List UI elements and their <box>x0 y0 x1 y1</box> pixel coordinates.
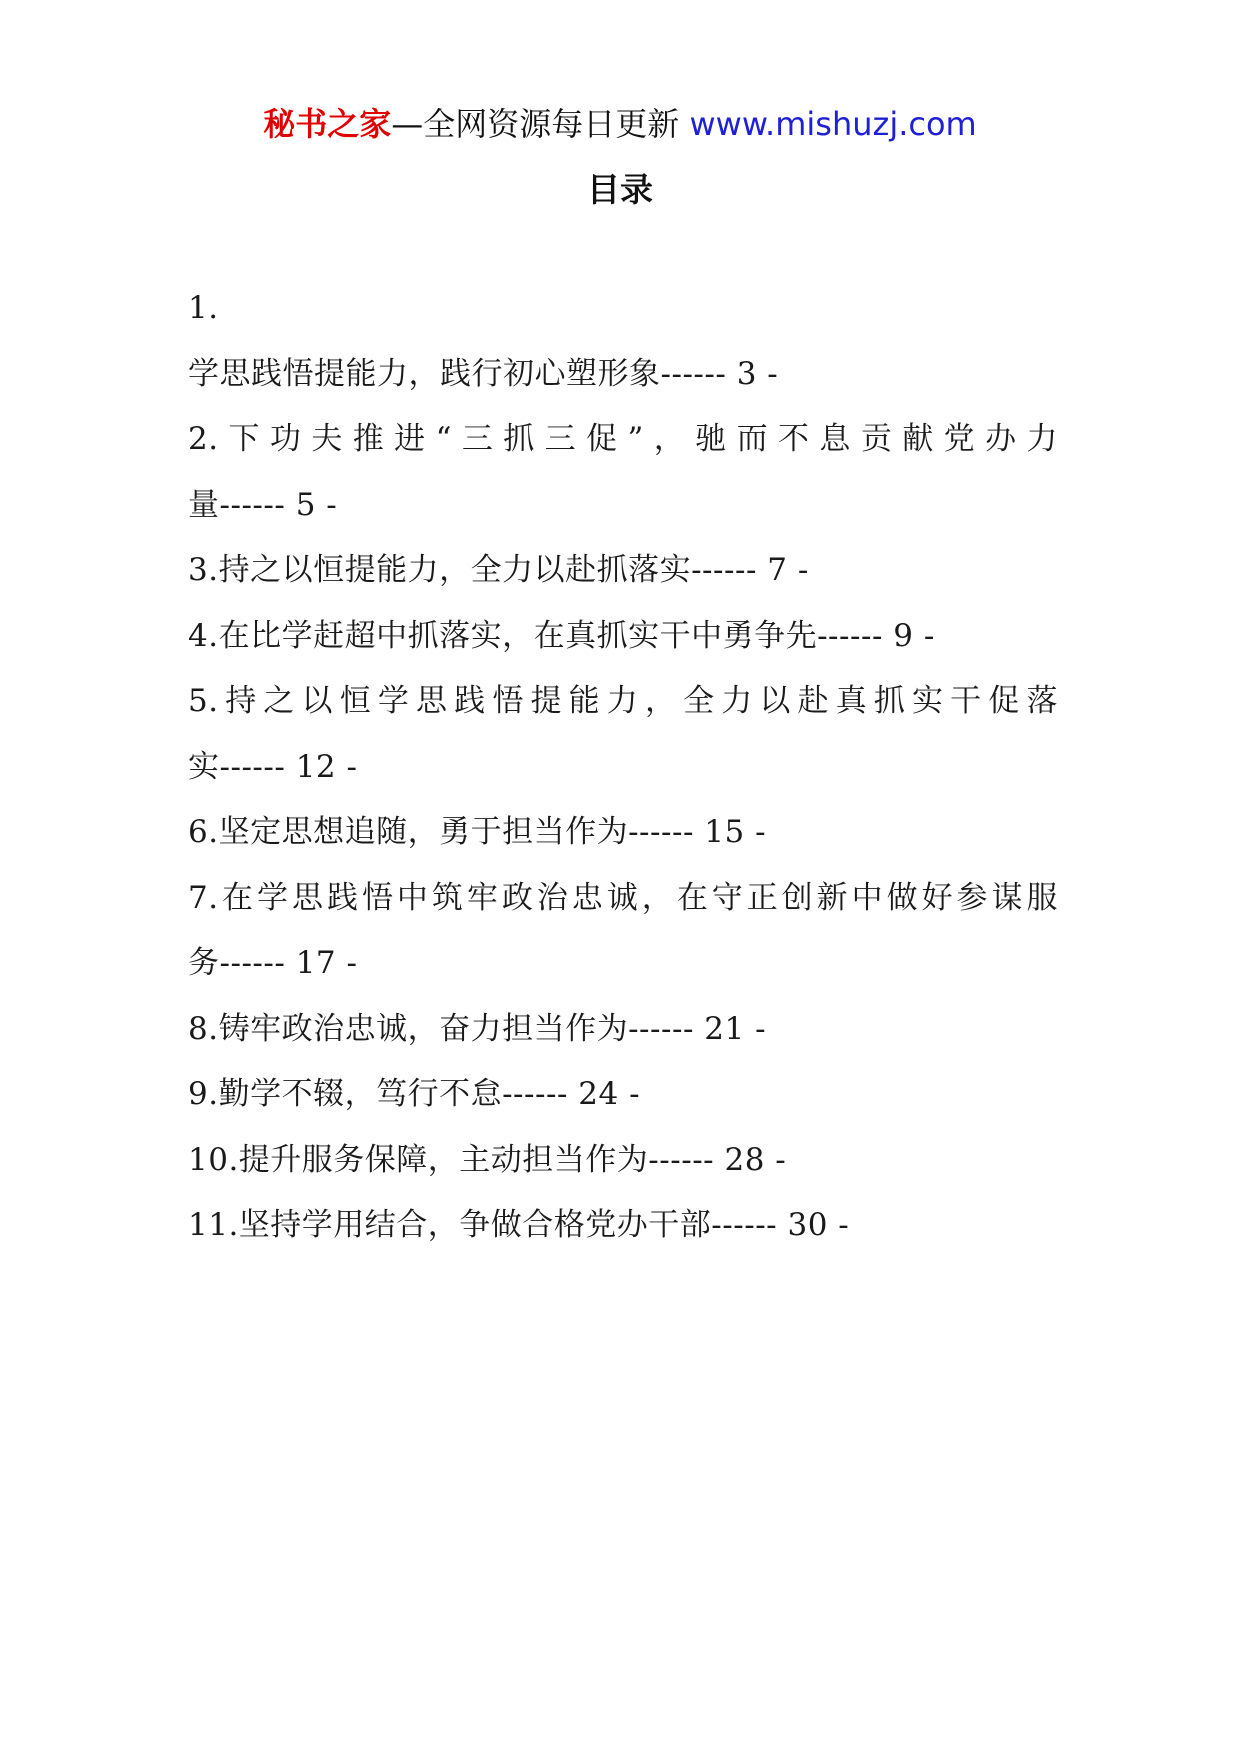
toc-item-7[interactable] <box>188 866 1058 997</box>
toc-item-text: 10.提升服务保障，主动担当作为------ 28 - <box>188 1141 787 1178</box>
site-header <box>0 100 1240 148</box>
toc-item-text: 8.铸牢政治忠诚，奋力担当作为------ 21 - <box>188 1010 767 1047</box>
toc-item-text-continued: 务------ 17 - <box>188 945 358 981</box>
toc-item-2[interactable] <box>188 407 1058 538</box>
toc-item-11[interactable] <box>188 1193 1058 1259</box>
toc-item-text: 2.下功夫推进“三抓三促”，驰而不息贡献党办力 <box>188 421 1058 457</box>
brand-name: 秘书之家 <box>263 105 392 143</box>
page-title: 目录 <box>587 170 653 209</box>
toc-item-text-continued: 量------ 5 - <box>188 486 338 523</box>
toc-item-text-continued: 实------ 12 - <box>188 748 358 785</box>
table-of-contents <box>188 276 1058 1259</box>
toc-item-text: 学思践悟提能力，践行初心塑形象------ 3 - <box>188 355 779 392</box>
header-slogan: —全网资源每日更新 <box>391 105 680 143</box>
toc-item-text: 7.在学思践悟中筑牢政治忠诚，在守正创新中做好参谋服 <box>188 879 1058 916</box>
toc-item-text: 3.持之以恒提能力，全力以赴抓落实------ 7 - <box>188 552 809 588</box>
toc-item-1[interactable] <box>188 276 1058 407</box>
toc-item-text: 9.勤学不辍，笃行不怠------ 24 - <box>188 1076 641 1112</box>
toc-item-9[interactable] <box>188 1062 1058 1128</box>
toc-item-10[interactable] <box>188 1128 1058 1194</box>
toc-item-text: 6.坚定思想追随，勇于担当作为------ 15 - <box>188 814 767 850</box>
toc-item-4[interactable] <box>188 604 1058 670</box>
toc-item-text: 5.持之以恒学思践悟提能力，全力以赴真抓实干促落 <box>188 683 1058 719</box>
toc-item-6[interactable] <box>188 800 1058 866</box>
toc-item-3[interactable] <box>188 538 1058 604</box>
toc-item-5[interactable] <box>188 669 1058 800</box>
toc-item-number: 1. <box>188 290 219 326</box>
toc-item-text: 11.坚持学用结合，争做合格党办干部------ 30 - <box>188 1207 850 1243</box>
site-url-link[interactable]: www.mishuzj.com <box>679 105 977 143</box>
toc-item-text: 4.在比学赶超中抓落实，在真抓实干中勇争先------ 9 - <box>188 617 935 654</box>
toc-item-8[interactable] <box>188 997 1058 1063</box>
